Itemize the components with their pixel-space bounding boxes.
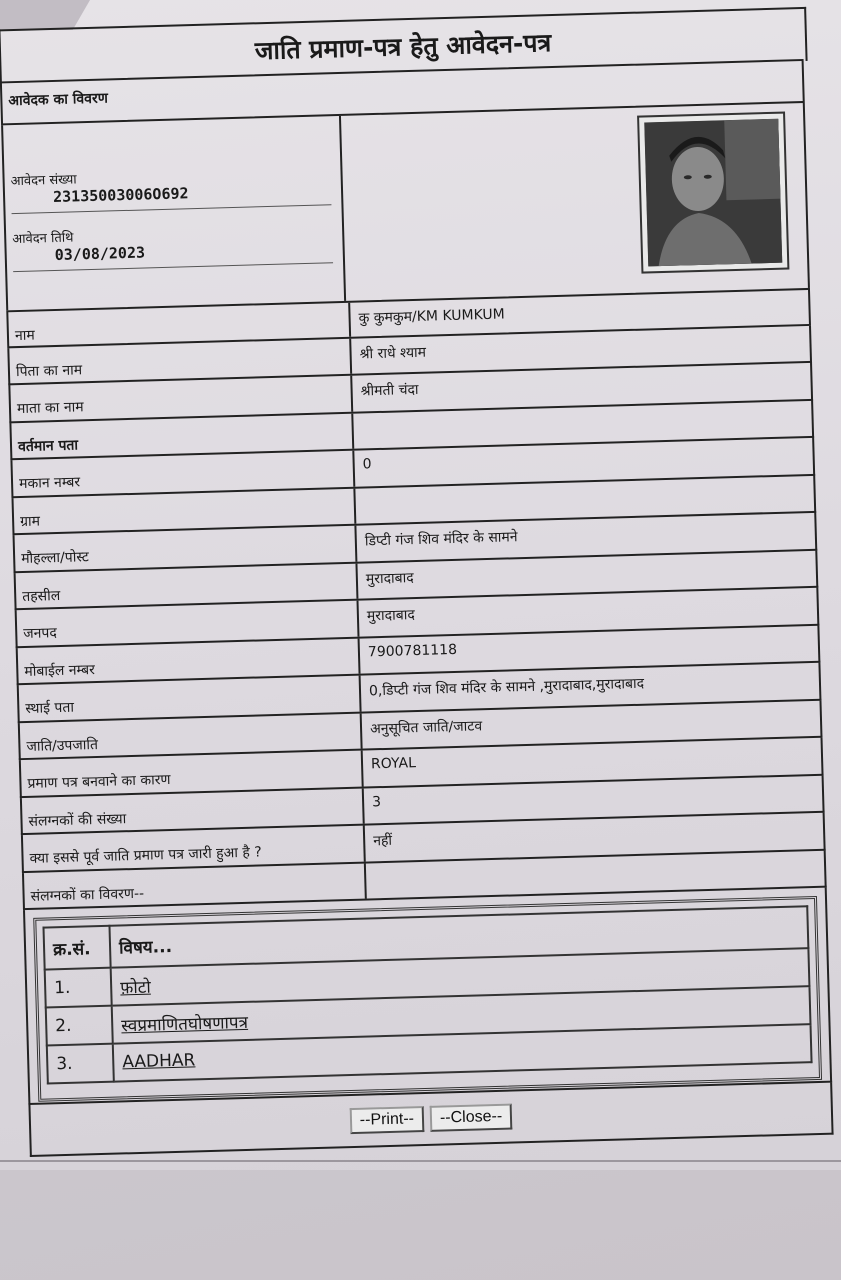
field-value: 3: [371, 793, 382, 810]
field-value: मुरादाबाद: [365, 569, 414, 587]
field-label: ग्राम: [13, 488, 356, 533]
field-label: वर्तमान पता: [11, 413, 354, 458]
attachment-link[interactable]: फ़ोटो: [119, 977, 151, 998]
application-number-value: 23135003006O692: [52, 184, 189, 207]
field-label: संलग्नकों की संख्या: [22, 788, 365, 833]
field-value: 0: [362, 456, 372, 473]
field-value: नहीं: [373, 832, 393, 850]
paper-edge: [0, 1160, 841, 1174]
application-date-value: 03/08/2023: [54, 243, 146, 264]
field-value: 0,डिप्टी गंज शिव मंदिर के सामने ,मुरादाबाद,मुरादाबाद: [368, 675, 645, 700]
details-table: [6, 288, 826, 910]
application-number-label: आवेदन संख्या: [10, 172, 77, 190]
section-heading: आवेदक का विवरण: [0, 59, 805, 125]
field-label: नाम: [8, 303, 351, 346]
print-button[interactable]: --Print--: [349, 1106, 424, 1134]
application-date-label: आवेदन तिथि: [12, 230, 74, 248]
field-label: पिता का नाम: [9, 338, 352, 383]
field-value: 7900781118: [367, 641, 458, 660]
field-value: ROYAL: [370, 755, 417, 773]
field-label: मोबाईल नम्बर: [18, 638, 361, 683]
applicant-photo: [637, 112, 789, 274]
form-title: जाति प्रमाण-पत्र हेतु आवेदन-पत्र: [0, 7, 808, 84]
field-label: संलग्नकों का विवरण--: [24, 863, 367, 908]
field-label: मकान नम्बर: [12, 451, 355, 496]
field-label: जनपद: [17, 601, 360, 646]
field-label: माता का नाम: [10, 376, 353, 421]
attachment-link[interactable]: AADHAR: [122, 1050, 196, 1073]
field-value: कु कुमकुम/KM KUMKUM: [358, 306, 505, 327]
column-header-subject: विषय...: [109, 906, 808, 967]
field-label: क्या इससे पूर्व जाति प्रमाण पत्र जारी हुआ है ?: [23, 826, 366, 871]
close-button[interactable]: --Close--: [430, 1104, 513, 1132]
attachment-link[interactable]: स्वप्रमाणितघोषणापत्र: [121, 1012, 249, 1036]
attachments-table: [42, 905, 812, 1084]
field-value: श्री राधे श्याम: [359, 344, 427, 363]
field-label: मौहल्ला/पोस्ट: [15, 526, 358, 571]
attachment-number: 2.: [46, 1006, 113, 1046]
field-label: स्थाई पता: [19, 676, 362, 721]
field-label: तहसील: [16, 563, 359, 608]
application-form: [0, 7, 836, 1157]
application-info: [1, 116, 346, 310]
field-value: अनुसूचित जाति/जाटव: [369, 717, 483, 737]
field-value: मुरादाबाद: [366, 607, 415, 625]
photo-cell: [341, 103, 810, 301]
field-label: जाति/उपजाति: [20, 713, 363, 758]
field-value: डिप्टी गंज शिव मंदिर के सामने: [364, 529, 518, 550]
field-label: प्रमाण पत्र बनवाने का कारण: [21, 751, 364, 796]
attachments-section: [23, 888, 832, 1105]
field-value: श्रीमती चंदा: [360, 381, 419, 400]
attachment-number: 1.: [45, 968, 112, 1008]
column-header-number: क्र.सं.: [44, 926, 111, 970]
attachment-number: 3.: [47, 1044, 114, 1084]
